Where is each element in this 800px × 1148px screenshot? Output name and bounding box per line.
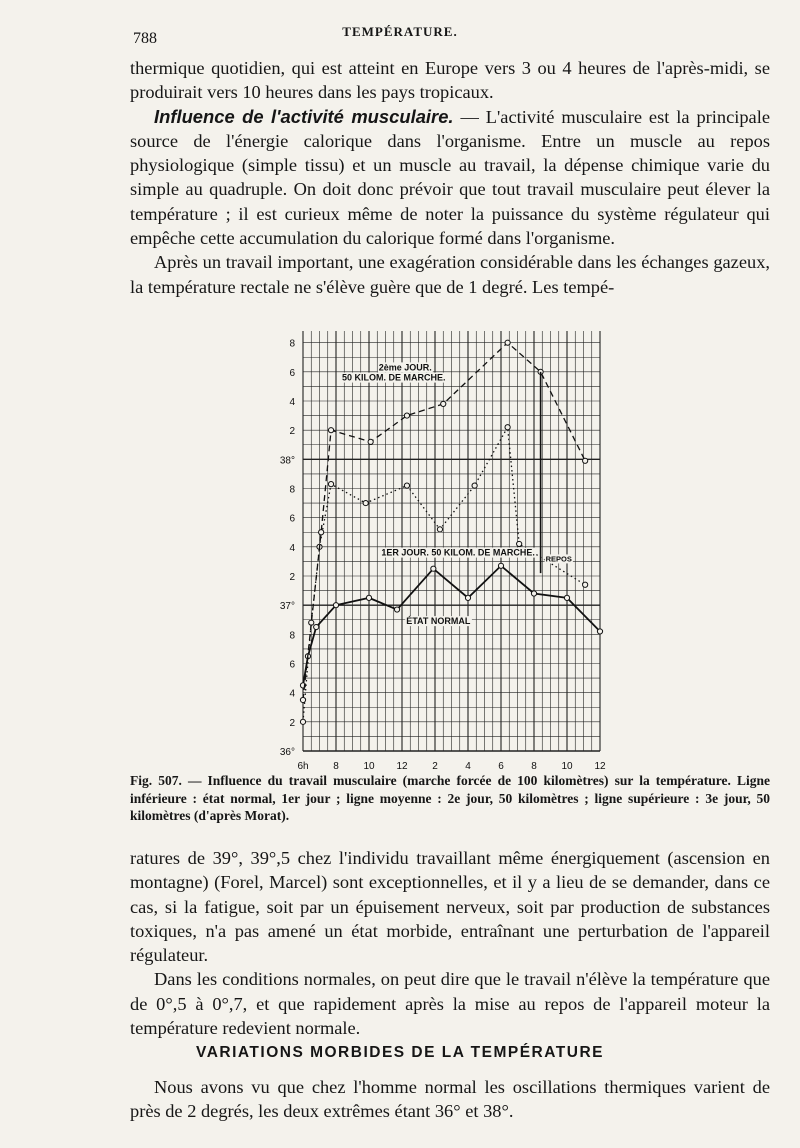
data-point <box>465 595 470 600</box>
y-tick-label: 4 <box>289 397 295 408</box>
section-title: VARIATIONS MORBIDES DE LA TEMPÉRATURE <box>196 1044 604 1061</box>
data-point <box>505 425 510 430</box>
data-point <box>431 566 436 571</box>
chart-annotation: REPOS <box>545 554 572 564</box>
section-text <box>130 1075 770 1124</box>
chart-annotation: 50 KILOM. DE MARCHE. <box>341 372 446 383</box>
data-point <box>314 624 319 629</box>
paragraph: thermique quotidien, qui est atteint en Europe vers 3 ou 4 heures de l'après-midi, se produirait vers 10 heures dans les pays tropicaux. <box>130 58 770 103</box>
data-point <box>437 527 442 532</box>
y-tick-label: 36° <box>279 747 295 758</box>
series-line-dotted <box>303 427 585 722</box>
data-point <box>505 340 510 345</box>
x-tick-label: 6h <box>297 761 309 772</box>
data-point <box>564 595 569 600</box>
data-point <box>472 483 477 488</box>
y-tick-label: 6 <box>289 513 295 525</box>
x-tick-label: 2 <box>432 761 438 772</box>
data-point <box>368 439 373 444</box>
data-point <box>300 719 305 724</box>
data-point <box>498 563 503 568</box>
body-text-bottom <box>130 846 770 1040</box>
data-point <box>333 603 338 608</box>
figure-caption: Fig. 507. — Influence du travail musculaire (marche forcée de 100 kilomètres) sur la température. Ligne inférieure : état normal, 1er jour ; ligne moyenne : 2e jour, 50 kilomètres ; ligne supérieure : 3e jour, 50 kilomètres (d'après Morat). <box>130 773 770 823</box>
paragraph: Dans les conditions normales, on peut dire que le travail n'élève la température que de 0°,5 à 0°,7, et que rapidement après la mise au repos de l'appareil moteur la température redevient normale. <box>130 969 770 1039</box>
paragraph: ratures de 39°, 39°,5 chez l'individu travaillant même énergiquement (ascension en montagne) (Forel, Marcel) sont exceptionnelles, et il y a lieu de se demander, dans ce cas, si la fatigue, soit par un épuisement nerveux, soit par production de substances toxiques, n'a pas amené un état morbide, entraînant une perturbation de l'appareil régulateur. <box>130 848 770 966</box>
y-tick-label: 8 <box>289 630 295 642</box>
y-tick-label: 4 <box>289 542 295 554</box>
data-point <box>441 401 446 406</box>
y-tick-label: 4 <box>289 688 295 700</box>
paragraph: Après un travail important, une exagération considérable dans les échanges gazeux, la température rectale ne s'élève guère que de 1 degré. Les tempé- <box>130 252 770 297</box>
x-tick-label: 6 <box>498 761 504 772</box>
x-tick-label: 10 <box>363 761 375 772</box>
x-tick-label: 4 <box>465 761 471 772</box>
data-point <box>319 530 324 535</box>
paragraph-heading: Influence de l'activité musculaire. <box>154 105 454 127</box>
series-line-dashed <box>303 343 585 700</box>
data-point <box>300 697 305 702</box>
x-tick-label: 8 <box>333 761 339 772</box>
y-tick-label: 8 <box>289 484 295 496</box>
data-point <box>583 582 588 587</box>
data-point <box>597 629 602 634</box>
data-point <box>328 482 333 487</box>
data-point <box>328 428 333 433</box>
data-point <box>583 458 588 463</box>
data-point <box>517 541 522 546</box>
data-point <box>366 595 371 600</box>
y-tick-label: 37° <box>279 601 295 613</box>
y-tick-label: 2 <box>289 572 295 583</box>
data-point <box>404 413 409 418</box>
x-tick-label: 12 <box>594 761 606 772</box>
chart-annotation: 1ER JOUR. 50 KILOM. DE MARCHE. <box>381 547 535 558</box>
paragraph-text: — L'activité musculaire est la principale source de l'énergie calorique dans l'organisme. Entre un muscle au repos physiologique (simple tissu) et un muscle au travail, la dépense chimique varie du simple au quadruple. On doit donc prévoir que tout travail musculaire peut élever la température ; il est curieux même de noter la puissance du système régulateur qui empêche cette accumulation du calorique formé dans l'organisme. <box>130 106 770 249</box>
page-number: 788 <box>133 30 157 47</box>
data-point <box>531 591 536 596</box>
x-tick-label: 8 <box>531 761 537 772</box>
y-tick-label: 38° <box>279 455 295 467</box>
chart-annotation: ÉTAT NORMAL <box>406 616 471 627</box>
y-tick-label: 6 <box>289 367 295 379</box>
y-tick-label: 2 <box>289 426 295 438</box>
paragraph: Nous avons vu que chez l'homme normal les oscillations thermiques varient de près de 2 degrés, les deux extrêmes étant 36° et 38°. <box>130 1077 770 1122</box>
data-point <box>363 500 368 505</box>
x-tick-label: 10 <box>561 761 573 772</box>
x-tick-label: 12 <box>396 761 408 772</box>
y-tick-label: 6 <box>289 659 295 671</box>
chart-annotation: 2ème JOUR. <box>378 362 432 373</box>
y-tick-label: 8 <box>289 338 295 350</box>
y-tick-label: 2 <box>289 717 295 729</box>
data-point <box>404 483 409 488</box>
running-head: TEMPÉRATURE. <box>342 24 458 39</box>
data-point <box>394 607 399 612</box>
